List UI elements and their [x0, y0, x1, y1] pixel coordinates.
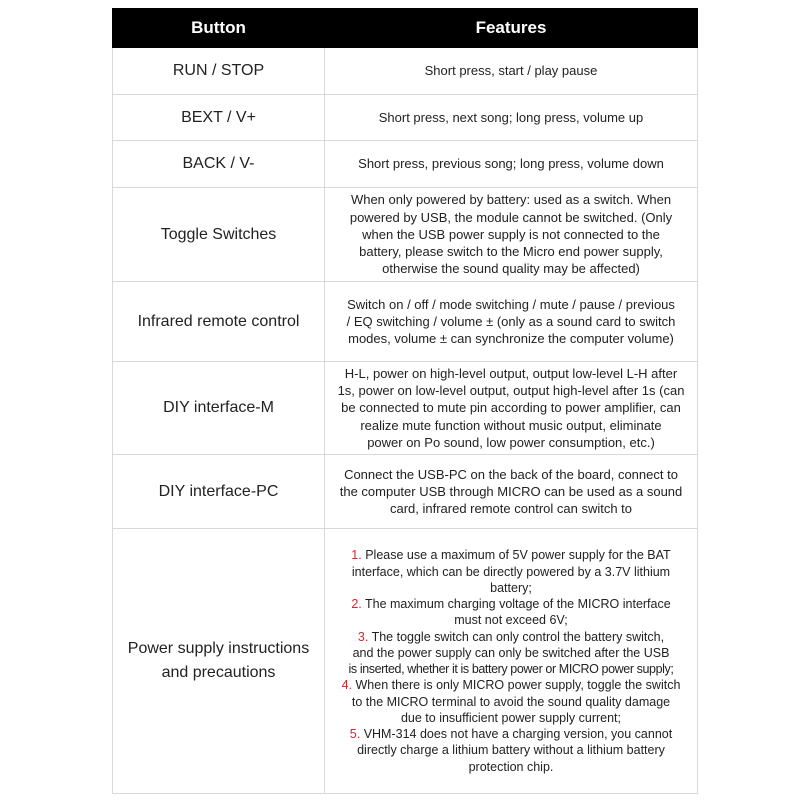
power-instructions — [325, 529, 698, 794]
item-text-line: to the MICRO terminal to avoid the sound quality damage — [351, 694, 671, 709]
feature-line: / EQ switching / volume ± (only as a sound card to switch — [346, 313, 676, 329]
item-number: 4. — [341, 678, 353, 693]
button-name-line: Power supply instructions — [127, 640, 310, 657]
power-item-5 — [333, 726, 689, 775]
button-name-line: and precautions — [161, 664, 276, 681]
item-number: 2. — [351, 597, 362, 611]
item-text-line: protection chip. — [468, 759, 554, 774]
item-text-line: The maximum charging voltage of the MICRO interface — [365, 597, 671, 611]
item-text-line: directly charge a lithium battery without a lithium battery — [357, 743, 665, 758]
feature-description — [325, 48, 698, 95]
item-text-line: VHM-314 does not have a charging version, you cannot — [363, 727, 673, 741]
button-name: BEXT / V+ — [113, 95, 325, 141]
table-row — [113, 455, 698, 529]
feature-description — [325, 95, 698, 141]
feature-line: card, infrared remote control can switch to — [389, 501, 633, 517]
feature-line: When only powered by battery: used as a switch. When — [350, 192, 672, 208]
table-row — [113, 141, 698, 188]
header-row — [113, 9, 698, 48]
feature-line: Short press, previous song; long press, volume down — [358, 156, 664, 172]
feature-line: H-L, power on high-level output, output low-level L-H after — [344, 365, 678, 381]
feature-line: be connected to mute pin according to power amplifier, can — [341, 400, 681, 416]
feature-description — [325, 141, 698, 188]
item-number: 3. — [357, 629, 369, 644]
feature-line: Short press, next song; long press, volume up — [378, 109, 644, 125]
button-name: Infrared remote control — [113, 282, 325, 362]
feature-line: otherwise the sound quality may be affected) — [382, 261, 640, 277]
item-number: 5. — [349, 727, 361, 741]
feature-line: realize mute function without music output, eliminate — [360, 417, 662, 433]
item-text-line: interface, which can be directly powered by a 3.7V lithium — [351, 564, 671, 579]
button-name: RUN / STOP — [113, 48, 325, 95]
table-row — [113, 95, 698, 141]
feature-line: power on Po sound, low power consumption, etc.) — [367, 434, 655, 450]
item-number: 1. — [351, 548, 362, 563]
feature-line: battery, please switch to the Micro end power supply, — [359, 244, 663, 260]
item-text-line: must not exceed 6V; — [454, 613, 568, 628]
feature-line: 1s, power on low-level output, output high-level after 1s (can — [337, 383, 685, 399]
table-row — [113, 188, 698, 282]
button-name: BACK / V- — [113, 141, 325, 188]
item-text-line: due to insufficient power supply current; — [400, 710, 622, 725]
table-row — [113, 48, 698, 95]
button-name — [113, 529, 325, 794]
item-text-line: battery; — [490, 580, 532, 595]
power-item-4 — [333, 677, 689, 726]
feature-line: the computer USB through MICRO can be used as a sound — [339, 483, 683, 499]
item-text-line: Please use a maximum of 5V power supply for the BAT — [365, 548, 671, 563]
header-features: Features — [325, 9, 698, 48]
table-row — [113, 282, 698, 362]
item-text-line: and the power supply can only be switched after the USB — [352, 645, 670, 660]
button-name: DIY interface-PC — [113, 455, 325, 529]
feature-description — [325, 455, 698, 529]
table-row — [113, 529, 698, 794]
feature-line: when the USB power supply is not connected to the — [362, 226, 660, 242]
header-button: Button — [113, 9, 325, 48]
feature-line: powered by USB, the module cannot be switched. (Only — [349, 209, 673, 225]
feature-description — [325, 188, 698, 282]
item-text-line: The toggle switch can only control the battery switch, — [371, 629, 665, 644]
power-item-2 — [333, 596, 689, 629]
feature-line: Connect the USB-PC on the back of the board, connect to — [344, 466, 678, 482]
feature-line: modes, volume ± can synchronize the computer volume) — [348, 331, 674, 347]
feature-description — [325, 362, 698, 455]
table-row — [113, 362, 698, 455]
feature-description — [325, 282, 698, 362]
item-text-line: When there is only MICRO power supply, toggle the switch — [355, 678, 681, 693]
spec-table — [112, 8, 698, 794]
power-item-3 — [333, 629, 689, 678]
item-text-line: is inserted, whether it is battery power or MICRO power supply; — [348, 662, 674, 676]
button-name: DIY interface-M — [113, 362, 325, 455]
button-name: Toggle Switches — [113, 188, 325, 282]
feature-line: Switch on / off / mode switching / mute / pause / previous — [347, 296, 675, 312]
feature-line: Short press, start / play pause — [424, 63, 598, 79]
power-item-1 — [333, 547, 689, 596]
